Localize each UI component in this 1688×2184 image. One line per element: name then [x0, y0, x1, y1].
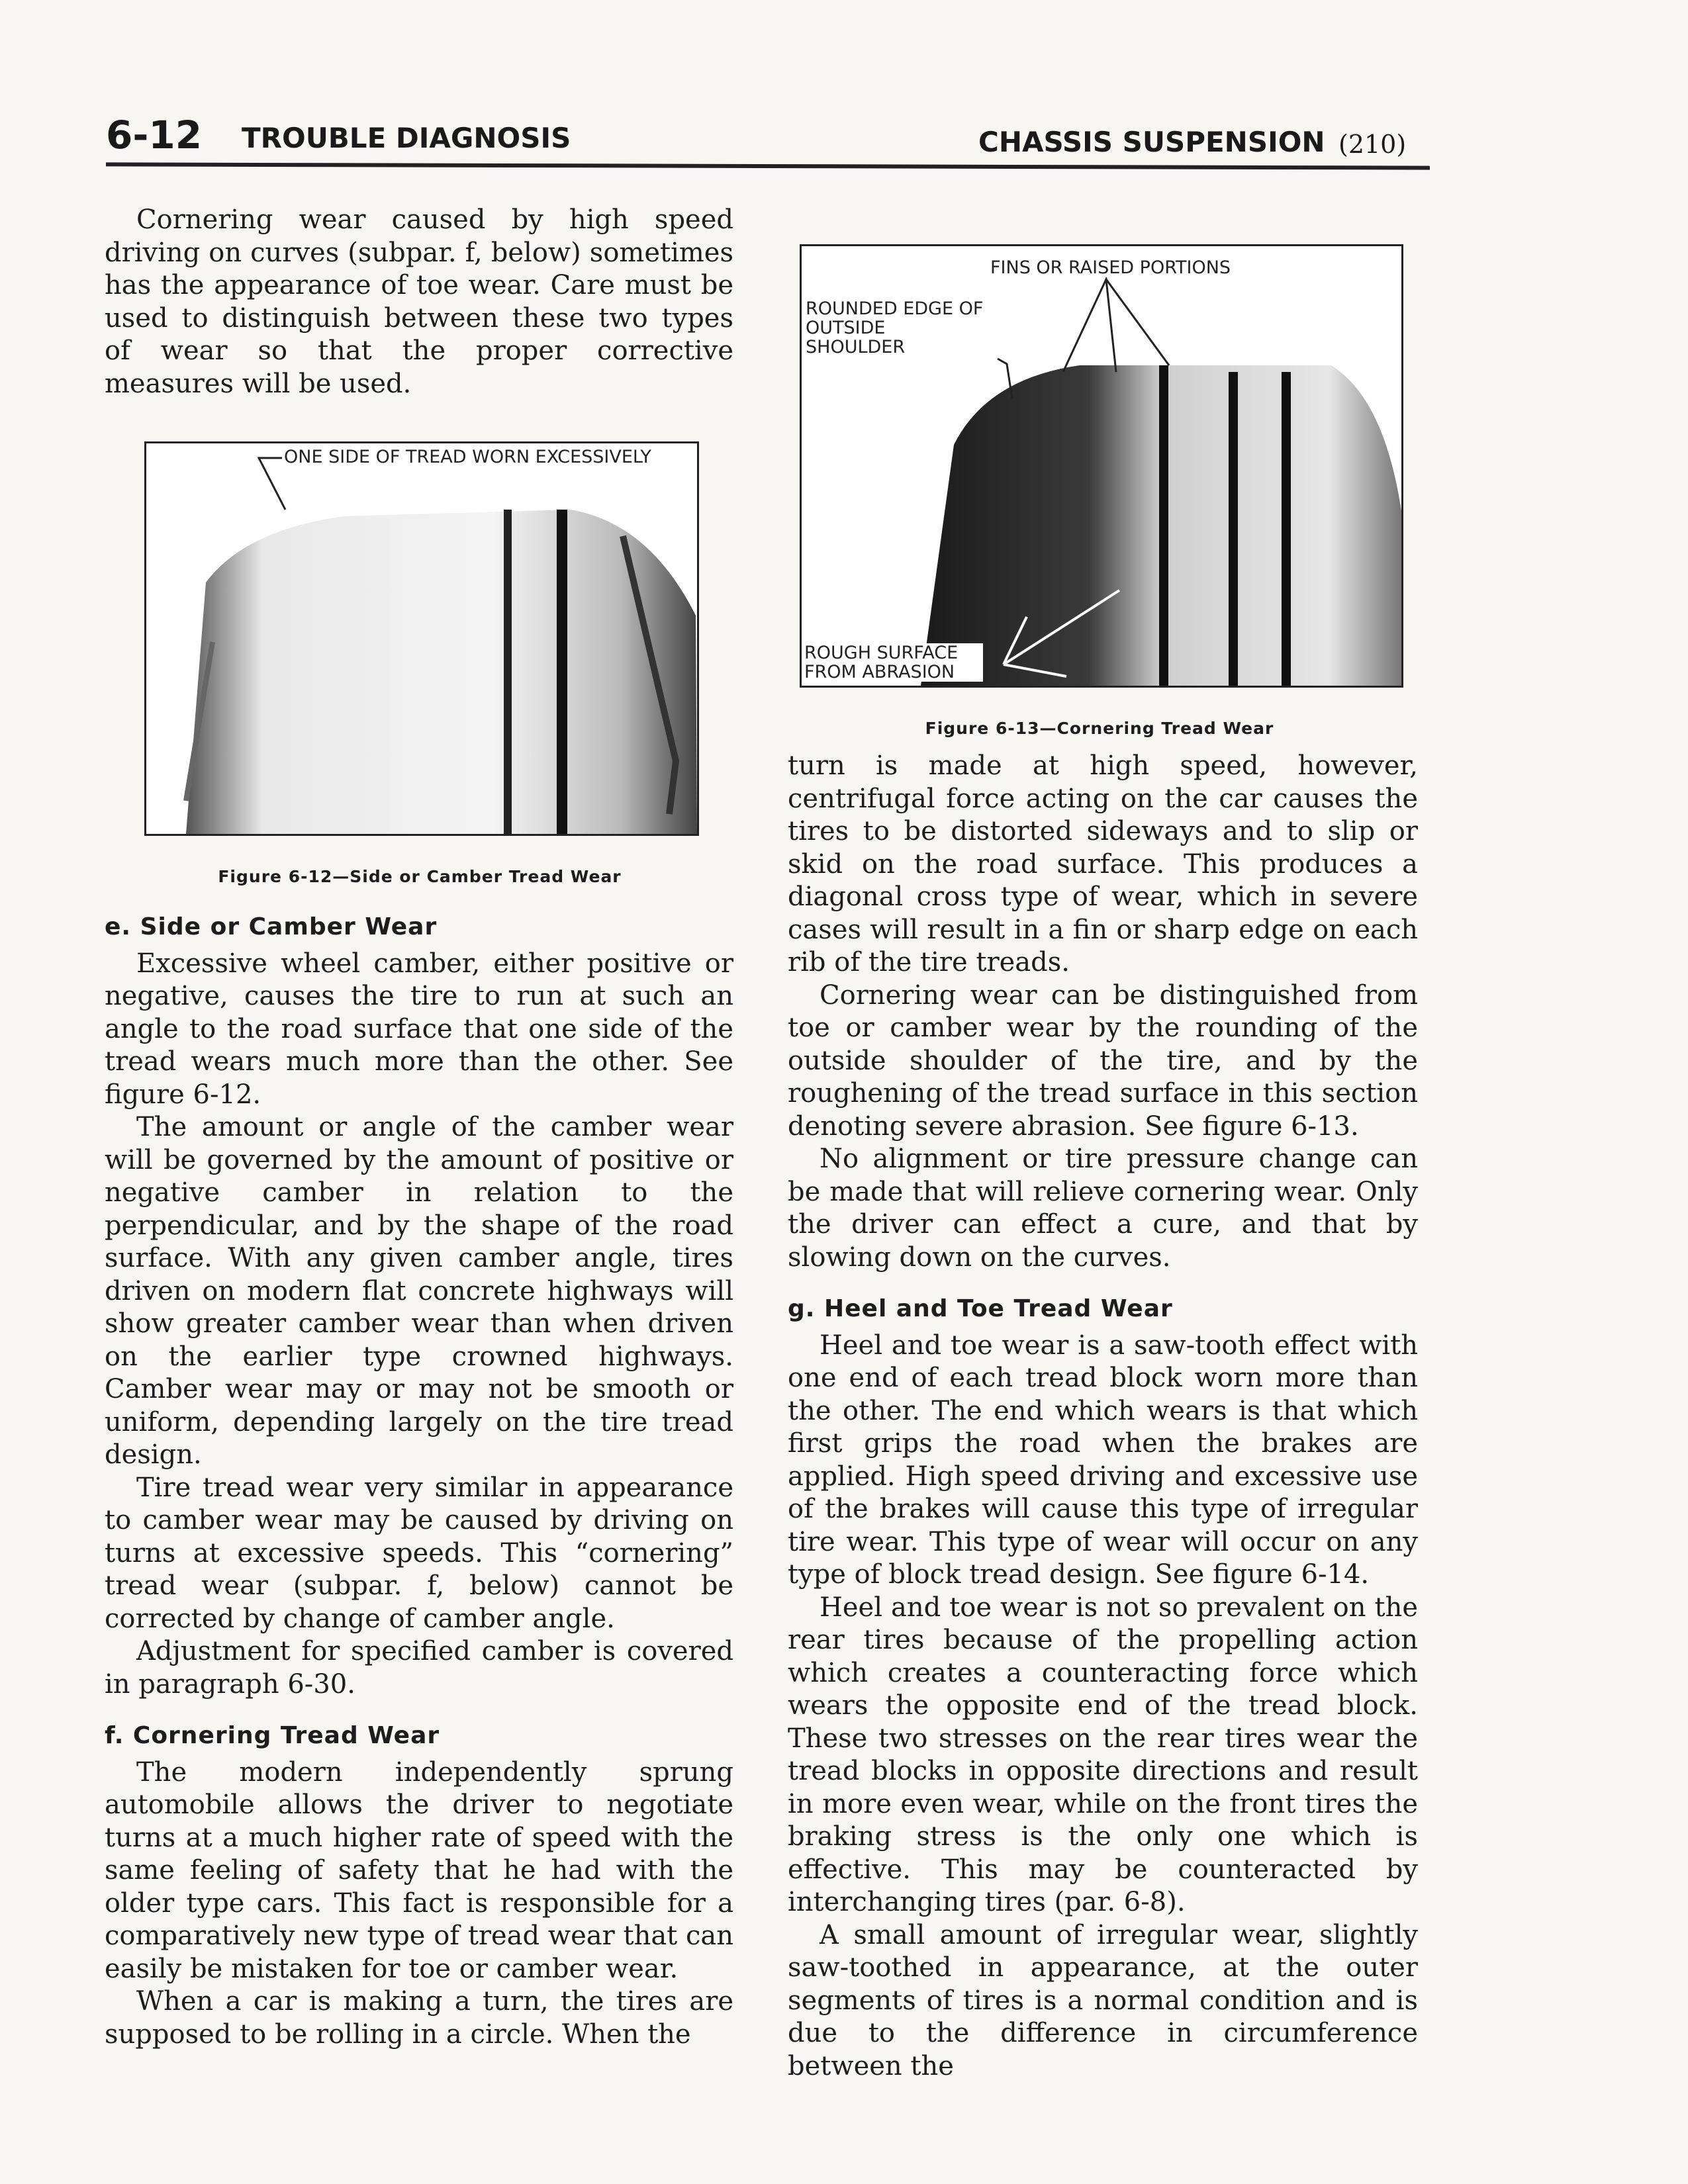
figure-6-13: [800, 244, 1403, 688]
paragraph: Excessive wheel camber, either positive or negative, causes the tire to run at such an angle to the road surface that one side of the tread wears much more than the other. See figure 6-12.: [105, 948, 733, 1110]
paragraph: No alignment or tire pressure change can be made that will relieve cornering wear. Only the driver can effect a cure, and that by slowing down on the curves.: [788, 1144, 1418, 1273]
header-rule: [106, 162, 1430, 169]
paragraph: Adjustment for specified camber is covered in paragraph 6-30.: [105, 1636, 733, 1700]
paragraph: A small amount of irregular wear, slightly saw-toothed in appearance, at the outer segments of tires is a normal condition and is due to the difference in circumference between the: [788, 1919, 1418, 2081]
paragraph: Heel and toe wear is a saw-tooth effect with one end of each tread block worn more than the other. The end which wears is that which first grips the road when the brakes are applied. High speed driving and excessive use of the brakes will cause this type of irregular tire wear. This type of wear will occur on any type of block tread design. See figure 6-14.: [788, 1330, 1418, 1590]
pointer-arrow: [259, 458, 285, 510]
page-number: 6-12: [106, 113, 203, 158]
heading-side-camber-wear: e. Side or Camber Wear: [105, 913, 438, 940]
paragraph: Tire tread wear very similar in appearance to camber wear may be caused by driving on turns at excessive speeds. This “cornering” tread wear (subpar. f, below) cannot be corrected by change of camber angle.: [105, 1472, 733, 1634]
figure-6-13-caption: Figure 6-13—Cornering Tread Wear: [925, 719, 1274, 738]
left-intro: [105, 204, 733, 400]
paragraph: Cornering wear can be distinguished from toe or camber wear by the rounding of the outside shoulder of the tire, and by the roughening of the tread surface in this section denoting severe abrasion. See figure 6-13.: [788, 979, 1418, 1142]
paragraph: The modern independently sprung automobile allows the driver to negotiate turns at a much higher rate of speed with the same feeling of safety that he had with the older type cars. This fact is responsible for a comparatively new type of tread wear that can easily be mistaken for toe or camber wear.: [105, 1756, 733, 1984]
right-body: [788, 750, 1418, 2083]
section-title-left: TROUBLE DIAGNOSIS: [242, 122, 571, 154]
heading-cornering-tread-wear: f. Cornering Tread Wear: [105, 1722, 440, 1749]
paragraph: When a car is making a turn, the tires are supposed to be rolling in a circle. When the: [105, 1986, 733, 2050]
figure-label-rough-surface: ROUGH SURFACE FROM ABRASION: [804, 643, 983, 682]
figure-6-12-caption: Figure 6-12—Side or Camber Tread Wear: [218, 867, 622, 886]
figure-label-rounded-edge: ROUNDED EDGE OF OUTSIDE SHOULDER: [806, 298, 984, 357]
section-title-right: CHASSIS SUSPENSION: [978, 126, 1325, 158]
figure-label-fins: FINS OR RAISED PORTIONS: [990, 257, 1231, 278]
left-body: [105, 892, 733, 2051]
page-index: (210): [1338, 130, 1407, 159]
heading-heel-toe-tread-wear: g. Heel and Toe Tread Wear: [788, 1295, 1173, 1322]
figure-label-worn-side: ONE SIDE OF TREAD WORN EXCESSIVELY: [284, 447, 651, 467]
paragraph: Heel and toe wear is not so prevalent on the rear tires because of the propelling action which creates a counteracting force which wears the opposite end of the tread block. These two stresses on the rear tires wear the tread blocks in opposite directions and result in more even wear, while on the front tires the braking stress is the only one which is effective. This may be counteracted by interchanging tires (par. 6-8).: [788, 1592, 1418, 1917]
paragraph: The amount or angle of the camber wear will be governed by the amount of positive or negative camber in relation to the perpendicular, and by the shape of the road surface. With any given camber angle, tires driven on modern flat concrete highways will show greater camber wear than when driven on the earlier type crowned highways. Camber wear may or may not be smooth or uniform, depending largely on the tire tread design.: [105, 1112, 733, 1470]
paragraph: turn is made at high speed, however, centrifugal force acting on the car causes the tires to be distorted sideways and to slip or skid on the road surface. This produces a diagonal cross type of wear, which in severe cases will result in a fin or sharp edge on each rib of the tire treads.: [788, 751, 1418, 978]
paragraph: Cornering wear caused by high speed driving on curves (subpar. f, below) sometimes has the appearance of toe wear. Care must be used to distinguish between these two types of wear so that the proper corrective measures will be used.: [105, 205, 733, 399]
figure-6-12: [144, 441, 699, 836]
